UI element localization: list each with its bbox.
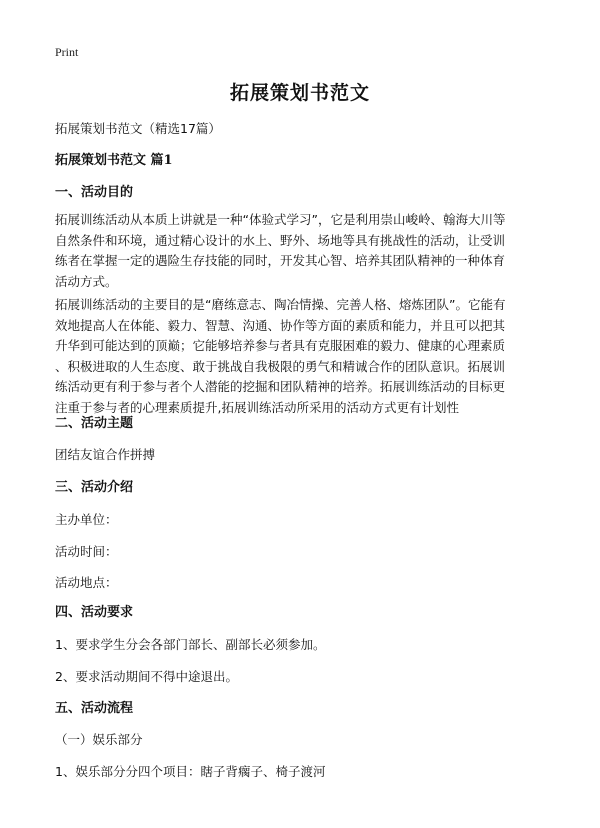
paragraph-line: 活动方式。: [55, 273, 118, 289]
paragraph-line: 练者在掌握一定的遇险生存技能的同时，开发其心智、培养其团队精神的一种体育: [55, 253, 506, 268]
print-label: Print: [55, 45, 79, 59]
requirement-item-2: 2、要求活动期间不得中途退出。: [55, 669, 238, 684]
paragraph-line: 升华到可能达到的顶巅；它能够培养参与者具有克服困难的毅力、健康的心理素质: [55, 338, 506, 353]
purpose-paragraph-1: [55, 210, 555, 292]
paragraph-line: 拓展训练活动从本质上讲就是一种“体验式学习”，它是利用崇山峻岭、翰海大川等: [55, 212, 506, 227]
purpose-paragraph-2: [55, 295, 555, 418]
document-title: 拓展策划书范文: [229, 82, 370, 104]
paragraph-line: 、积极进取的人生态度、敢于挑战自我极限的勇气和精诚合作的团队意识。拓展训: [55, 358, 506, 374]
theme-text: 团结友谊合作拼搏: [55, 447, 156, 462]
section-heading-intro: 三、活动介绍: [55, 480, 134, 495]
section-heading-purpose: 一、活动目的: [55, 185, 134, 200]
host-label: 主办单位：: [55, 512, 118, 527]
section-heading-process: 五、活动流程: [55, 701, 134, 716]
process-item-1: 1、娱乐部分分四个项目：瞎子背瘸子、椅子渡河: [55, 764, 326, 779]
document-subtitle: 拓展策划书范文（精选17篇）: [55, 121, 221, 136]
paragraph-line: 注重于参与者的心理素质提升,拓展训练活动所采用的活动方式更有计划性: [55, 399, 459, 415]
requirement-item-1: 1、要求学生分会各部门部长、副部长必须参加。: [55, 637, 326, 652]
time-label: 活动时间：: [55, 544, 118, 559]
section-heading-theme: 二、活动主题: [55, 416, 134, 431]
process-subheading-entertainment: （一）娱乐部分: [55, 732, 143, 747]
paragraph-line: 拓展训练活动的主要目的是“磨练意志、陶冶情操、完善人格、熔炼团队”。它能有: [55, 297, 506, 312]
paragraph-line: 练活动更有利于参与者个人潜能的挖掘和团队精神的培养。拓展训练活动的目标更: [55, 379, 506, 394]
section-heading-requirements: 四、活动要求: [55, 605, 134, 620]
place-label: 活动地点：: [55, 575, 118, 590]
paragraph-line: 自然条件和环境，通过精心设计的水上、野外、场地等具有挑战性的活动，让受训: [55, 232, 506, 248]
paragraph-line: 效地提高人在体能、毅力、智慧、沟通、协作等方面的素质和能力，并且可以把其: [55, 317, 506, 333]
article-heading: 拓展策划书范文 篇1: [55, 153, 173, 168]
